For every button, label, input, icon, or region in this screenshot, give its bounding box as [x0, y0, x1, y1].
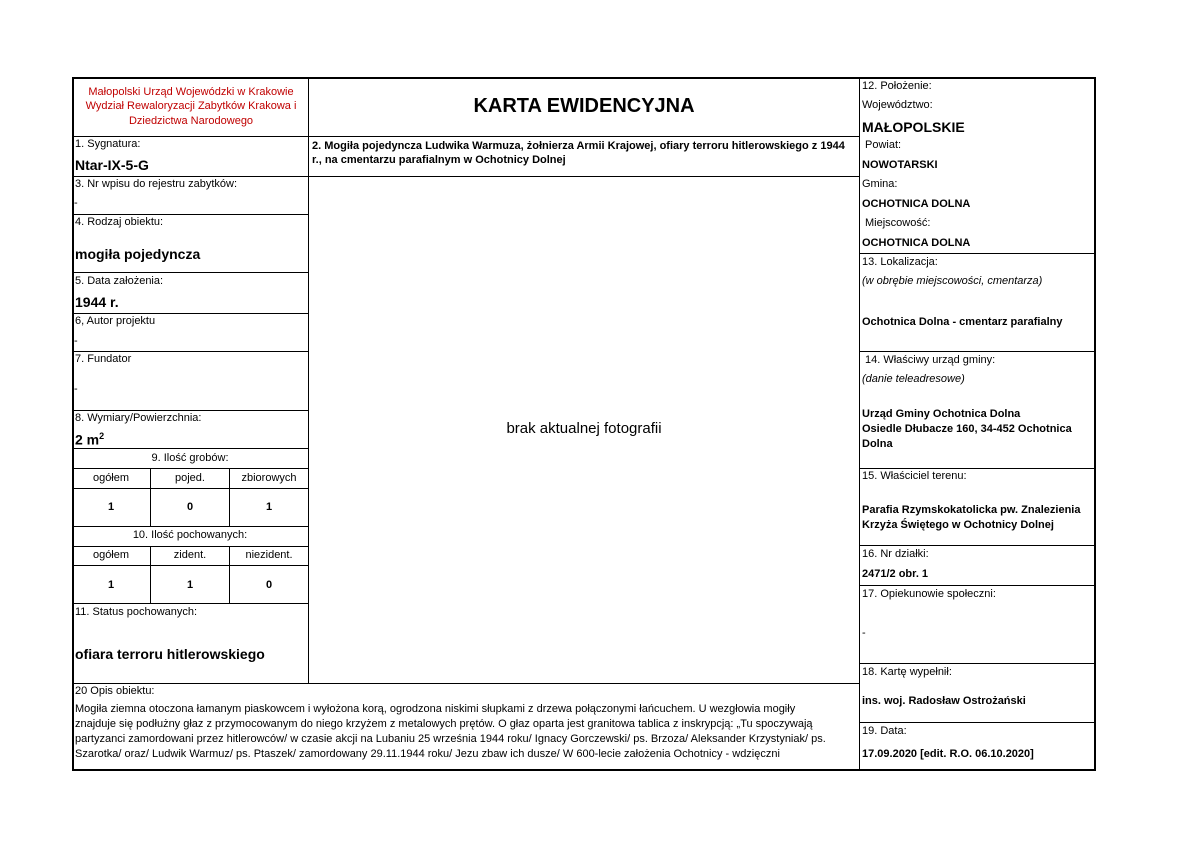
nr-wpisu-value: -	[74, 197, 78, 209]
photo-placeholder: brak aktualnej fotografii	[506, 420, 662, 437]
wymiary-number: 2 m	[75, 431, 100, 448]
groby-header-zbiorowych: zbiorowych	[241, 472, 297, 484]
right-line-1	[859, 253, 1096, 254]
left-line-4	[72, 272, 308, 273]
miejscowosc-label: Miejscowość:	[865, 217, 931, 229]
lokalizacja-label: 13. Lokalizacja:	[862, 256, 938, 268]
opis-line-4: Szarotka/ oraz/ Ludwik Warmuz/ ps. Ptaszek/ zamordowany 29.11.1944 roku/ Jezu zbaw ich dusze/ W 600-lecie założenia Ochotnicy - wdzięczni	[75, 748, 780, 760]
lokalizacja-value: Ochotnica Dolna - cmentarz parafialny	[862, 316, 1063, 328]
divider-left-col	[308, 77, 309, 683]
gmina-label: Gmina:	[862, 178, 898, 190]
opis-line-2: znajduje się podłużny głaz z przymocowanym do niego krzyżem z metalowych prętów. O głaz oparta jest granitowa tablica z inskrypcją: „Tu spoczywają	[75, 718, 813, 730]
data-label: 19. Data:	[862, 725, 907, 737]
sygnatura-value: Ntar-IX-5-G	[75, 157, 149, 173]
opis-label: 20 Opis obiektu:	[75, 685, 155, 697]
groby-value-zbiorowych: 1	[265, 501, 273, 513]
pochowani-value-ogolem: 1	[107, 579, 115, 591]
wlasciciel-label: 15. Właściciel terenu:	[862, 470, 967, 482]
left-line-10	[72, 488, 308, 489]
fundator-value: -	[74, 383, 78, 395]
card-border-left	[72, 77, 74, 771]
lokalizacja-hint: (w obrębie miejscowości, cmentarza)	[862, 275, 1043, 287]
wypelnil-label: 18. Kartę wypełnił:	[862, 666, 952, 678]
groby-label: 9. Ilość grobów:	[151, 452, 229, 464]
right-line-7	[859, 722, 1096, 723]
right-line-3	[859, 468, 1096, 469]
wymiary-label: 8. Wymiary/Powierzchnia:	[75, 412, 202, 424]
left-line-8	[72, 448, 308, 449]
urzad-line-1: Urząd Gminy Ochotnica Dolna	[862, 408, 1021, 420]
data-zalozenia-value: 1944 r.	[75, 294, 119, 310]
autor-label: 6, Autor projektu	[75, 315, 156, 327]
urzad-line-2: Osiedle Dłubacze 160, 34-452 Ochotnica	[862, 423, 1072, 435]
autor-value: -	[74, 335, 78, 347]
powiat-value: NOWOTARSKI	[862, 159, 938, 171]
urzad-line-3: Dolna	[862, 438, 893, 450]
office-name: Małopolski Urząd Wojewódzki w Krakowie Wydział Rewaloryzacji Zabytków Krakowa i Dziedzictwa Narodowego	[85, 86, 297, 127]
pochowani-header-ogolem: ogółem	[92, 549, 130, 561]
object-title: 2. Mogiła pojedyncza Ludwika Warmuza, żołnierza Armii Krajowej, ofiary terroru hitlerowskiego z 1944 r., na cmentarzu parafialnym w Ochotnicy Dolnej	[312, 140, 845, 167]
left-line-2	[72, 176, 308, 177]
card-border-bottom	[72, 769, 1096, 771]
wojewodztwo-value: MAŁOPOLSKIE	[862, 119, 965, 135]
wojewodztwo-label: Województwo:	[862, 99, 933, 111]
left-line-11	[72, 526, 308, 527]
rodzaj-value: mogiła pojedyncza	[75, 246, 201, 262]
wymiary-superscript: 2	[99, 431, 105, 441]
pochowani-header-zident: zident.	[173, 549, 207, 561]
sygnatura-label: 1. Sygnatura:	[75, 138, 141, 150]
left-line-9	[72, 468, 308, 469]
pochowani-value-niezident: 0	[265, 579, 273, 591]
record-card	[72, 77, 1096, 771]
gmina-value: OCHOTNICA DOLNA	[862, 198, 971, 210]
right-line-6	[859, 663, 1096, 664]
left-line-13	[72, 565, 308, 566]
wymiary-value	[75, 431, 104, 448]
urzad-label: 14. Właściwy urząd gminy:	[865, 354, 996, 366]
status-label: 11. Status pochowanych:	[75, 606, 198, 618]
opiekunowie-value: -	[862, 627, 866, 639]
rodzaj-label: 4. Rodzaj obiektu:	[75, 216, 164, 228]
urzad-hint: (danie teleadresowe)	[862, 373, 965, 385]
groby-value-pojed: 0	[186, 501, 194, 513]
card-border-top	[72, 77, 1096, 79]
opis-line-1: Mogiła ziemna otoczona łamanym piaskowcem i wyłożona korą, ogrodzona niskimi słupkami z drzewa połączonymi łańcuchem. U wezgłowia mogiły	[75, 703, 796, 715]
left-line-3	[72, 214, 308, 215]
wypelnil-value: ins. woj. Radosław Ostrożański	[862, 695, 1026, 707]
divider-description	[72, 683, 859, 684]
left-line-12	[72, 546, 308, 547]
pochowani-header-niezident: niezident.	[245, 549, 293, 561]
wlasciciel-line-2: Krzyża Świętego w Ochotnicy Dolnej	[862, 519, 1054, 531]
powiat-label: Powiat:	[865, 139, 902, 151]
dzialka-value: 2471/2 obr. 1	[862, 568, 929, 580]
right-line-5	[859, 585, 1096, 586]
left-line-7	[72, 410, 308, 411]
groby-header-pojed: pojed.	[175, 472, 205, 484]
opis-line-3: partyzanci zamordowani przez hitlerowców/ w czasie akcji na Lubaniu 25 września 1944 roku/ Ignacy Gorczewski/ ps. Brzoza/ Aleksander Krzystyniak/ ps.	[75, 733, 826, 745]
data-value: 17.09.2020 [edit. R.O. 06.10.2020]	[862, 748, 1034, 760]
card-title: KARTA EWIDENCYJNA	[473, 95, 695, 117]
fundator-label: 7. Fundator	[75, 353, 132, 365]
left-line-6	[72, 351, 308, 352]
groby-value-ogolem: 1	[107, 501, 115, 513]
miejscowosc-value: OCHOTNICA DOLNA	[862, 237, 971, 249]
pochowani-value-zident: 1	[186, 579, 194, 591]
groby-header-ogolem: ogółem	[92, 472, 130, 484]
wlasciciel-line-1: Parafia Rzymskokatolicka pw. Znalezienia	[862, 504, 1081, 516]
left-line-1	[72, 136, 308, 137]
left-line-14	[72, 603, 308, 604]
divider-title	[308, 136, 859, 137]
pochowani-label: 10. Ilość pochowanych:	[132, 529, 248, 541]
data-zalozenia-label: 5. Data założenia:	[75, 275, 164, 287]
dzialka-label: 16. Nr działki:	[862, 548, 929, 560]
right-line-4	[859, 545, 1096, 546]
card-border-right	[1094, 77, 1096, 771]
divider-right-col	[859, 77, 860, 771]
opiekunowie-label: 17. Opiekunowie społeczni:	[862, 588, 996, 600]
right-line-2	[859, 351, 1096, 352]
status-value: ofiara terroru hitlerowskiego	[75, 646, 265, 662]
divider-photo	[308, 176, 859, 177]
nr-wpisu-label: 3. Nr wpisu do rejestru zabytków:	[75, 178, 238, 190]
left-line-5	[72, 313, 308, 314]
polozenie-label: 12. Położenie:	[862, 80, 932, 92]
